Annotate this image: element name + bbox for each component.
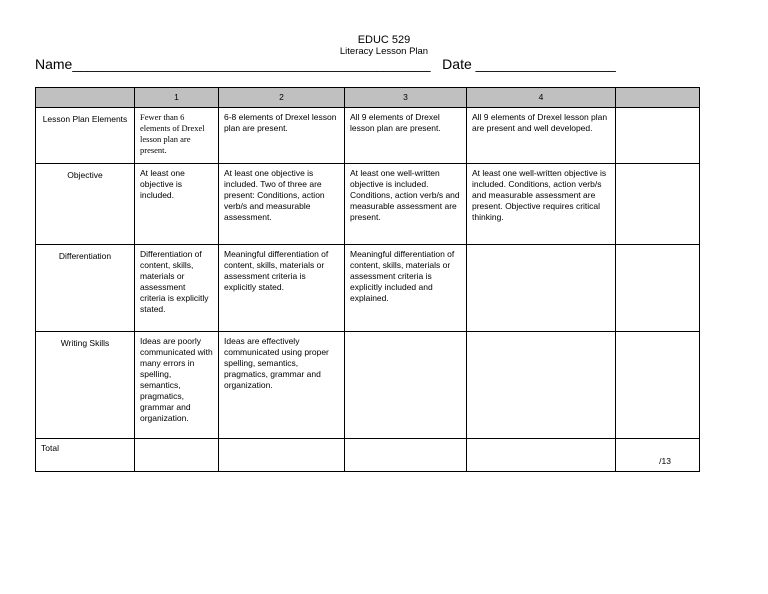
- rubric-table: [35, 87, 700, 472]
- rubric-cell: [345, 332, 467, 439]
- header-cell-score-2: 2: [219, 88, 345, 108]
- rubric-cell: [467, 332, 616, 439]
- header-row: [36, 88, 700, 108]
- rubric-cell: Meaningful differentiation of content, skills, materials or assessment criteria is explicitly included and explained.: [345, 245, 467, 332]
- rubric-cell: At least one well-written objective is included. Conditions, action verb/s and measurable assessment are present.: [345, 164, 467, 245]
- header-cell-points: [616, 88, 700, 108]
- course-title: EDUC 529: [357, 34, 411, 46]
- rubric-cell: At least one well-written objective is included. Conditions, action verb/s and measurable assessment are present. Objective requires critical thinking.: [467, 164, 616, 245]
- header-cell-score-4: 4: [467, 88, 616, 108]
- total-label: Total: [36, 439, 135, 472]
- points-cell: [616, 108, 700, 164]
- total-score: /13: [616, 439, 700, 472]
- criterion-lesson-plan-elements: Lesson Plan Elements: [36, 108, 135, 164]
- document-subtitle: Literacy Lesson Plan: [339, 46, 429, 57]
- table-row: [36, 332, 700, 439]
- rubric-cell: At least one objective is included. Two of three are present: Conditions, action verb/s and measurable assessment.: [219, 164, 345, 245]
- total-cell: [345, 439, 467, 472]
- rubric-cell: Meaningful differentiation of content, skills, materials or assessment criteria is explicitly stated.: [219, 245, 345, 332]
- points-cell: [616, 332, 700, 439]
- name-date-line: Name______________________________________________ Date __________________: [35, 56, 616, 72]
- table-row: [36, 164, 700, 245]
- rubric-cell: All 9 elements of Drexel lesson plan are present.: [345, 108, 467, 164]
- total-cell: [219, 439, 345, 472]
- rubric-cell: All 9 elements of Drexel lesson plan are present and well developed.: [467, 108, 616, 164]
- rubric-cell: 6-8 elements of Drexel lesson plan are present.: [219, 108, 345, 164]
- rubric-cell: Ideas are effectively communicated using proper spelling, semantics, pragmatics, grammar and organization.: [219, 332, 345, 439]
- header-cell-criteria: [36, 88, 135, 108]
- rubric-cell: Fewer than 6 elements of Drexel lesson plan are present.: [135, 108, 219, 164]
- criterion-objective: Objective: [36, 164, 135, 245]
- points-cell: [616, 245, 700, 332]
- total-cell: [467, 439, 616, 472]
- header-cell-score-3: 3: [345, 88, 467, 108]
- rubric-cell: At least one objective is included.: [135, 164, 219, 245]
- points-cell: [616, 164, 700, 245]
- rubric-cell: Differentiation of content, skills, materials or assessment criteria is explicitly stated.: [135, 245, 219, 332]
- table-row: [36, 108, 700, 164]
- criterion-differentiation: Differentiation: [36, 245, 135, 332]
- total-row: [36, 439, 700, 472]
- header-cell-score-1: 1: [135, 88, 219, 108]
- table-row: [36, 245, 700, 332]
- criterion-writing-skills: Writing Skills: [36, 332, 135, 439]
- rubric-cell: Ideas are poorly communicated with many errors in spelling, semantics, pragmatics, grammar and organization.: [135, 332, 219, 439]
- total-cell: [135, 439, 219, 472]
- rubric-cell: [467, 245, 616, 332]
